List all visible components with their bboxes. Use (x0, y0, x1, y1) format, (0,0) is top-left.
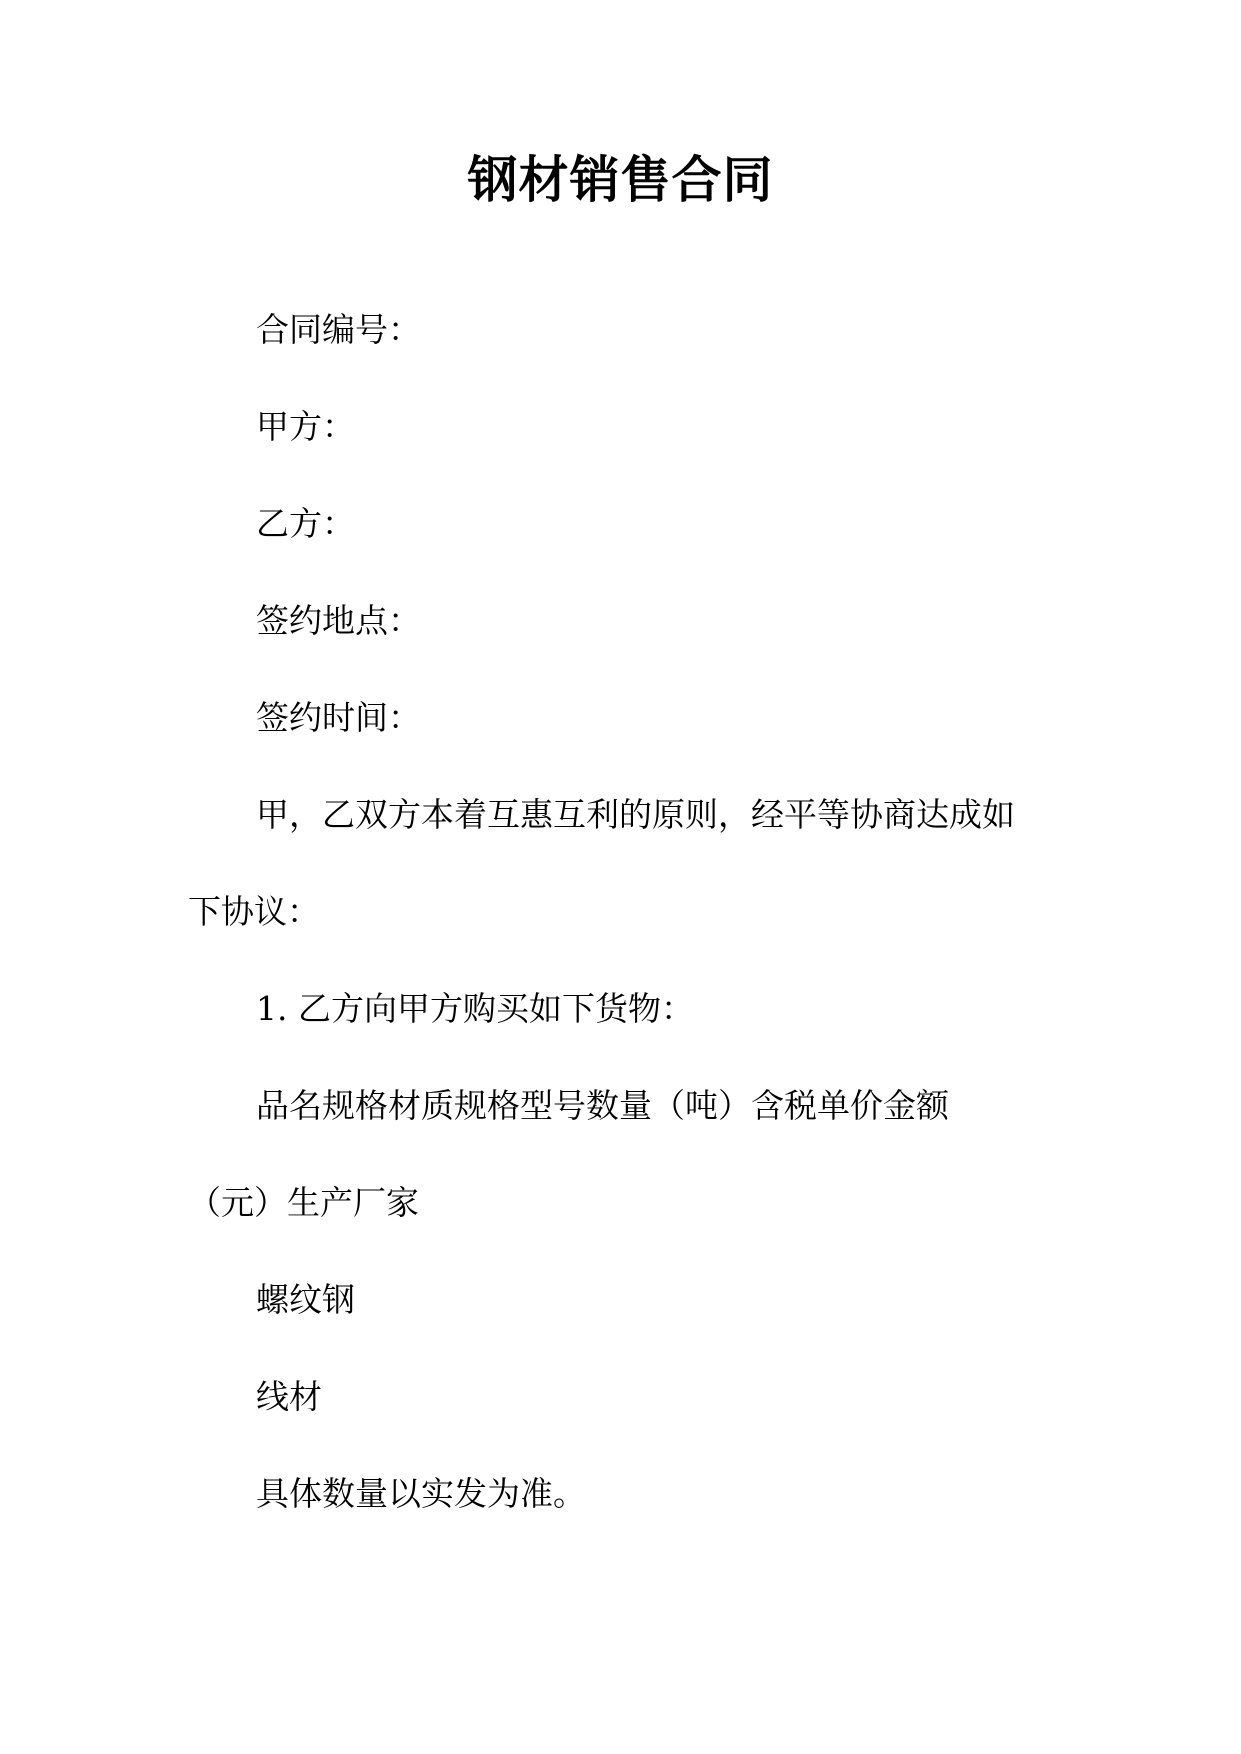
signing-place-field: 签约地点： (256, 601, 421, 640)
goods-item: 螺纹钢 (256, 1280, 355, 1319)
signing-time-field: 签约时间： (256, 698, 421, 737)
goods-table-header-line-1: 品名规格材质规格型号数量（吨）含税单价金额 (256, 1086, 949, 1125)
clause-1-heading: 1. 乙方向甲方购买如下货物： (256, 989, 694, 1028)
party-b-field: 乙方： (256, 504, 355, 543)
document-title: 钢材销售合同 (467, 151, 774, 209)
preamble-line-2: 下协议： (188, 892, 320, 931)
quantity-note: 具体数量以实发为准。 (256, 1474, 586, 1513)
goods-table-header-line-2: （元）生产厂家 (188, 1183, 419, 1222)
goods-item: 线材 (256, 1377, 322, 1416)
preamble-line-1: 甲，乙双方本着互惠互利的原则，经平等协商达成如 (256, 795, 1015, 834)
party-a-field: 甲方： (256, 407, 355, 446)
contract-number-field: 合同编号： (256, 310, 421, 349)
